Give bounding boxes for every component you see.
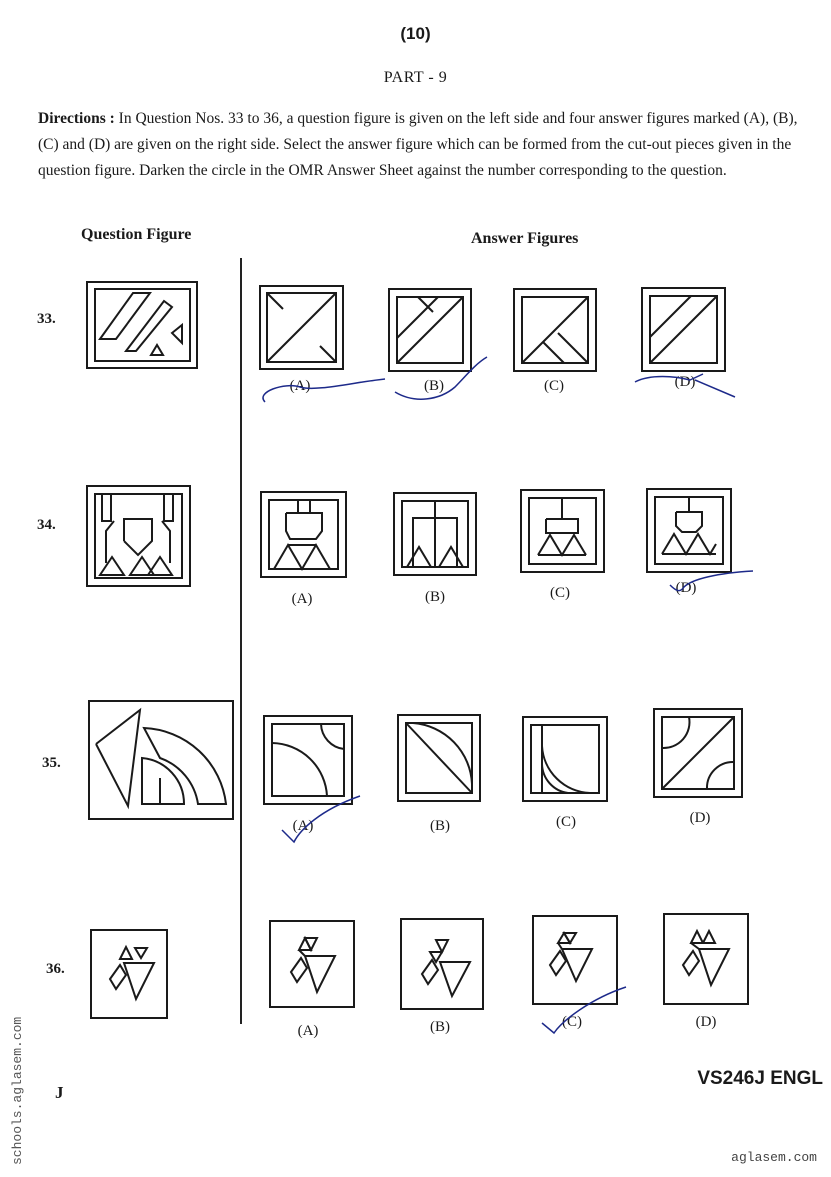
answer-figure-34-b: [393, 492, 477, 576]
answer-figure-34-c: [520, 489, 605, 573]
pen-mark-34: [668, 565, 758, 605]
option-label-36-a: (A): [297, 1023, 319, 1039]
option-label-35-a: (A): [292, 818, 314, 834]
pen-mark-33: [255, 352, 735, 412]
part-title: PART - 9: [383, 69, 448, 86]
answer-figure-34-d: [646, 488, 732, 573]
answer-figure-36-d: [663, 913, 749, 1005]
answer-figure-35-b: [397, 714, 481, 802]
question-figure-35: [88, 700, 234, 820]
option-label-34-d: (D): [675, 580, 697, 596]
question-figure-36: [90, 929, 168, 1019]
directions: [38, 106, 806, 184]
site-watermark: aglasem.com: [731, 1150, 817, 1165]
answer-figure-34-a: [260, 491, 347, 578]
question-figure-header: Question Figure: [81, 226, 192, 243]
option-label-33-d: (D): [674, 374, 696, 390]
pen-mark-35: [280, 790, 370, 850]
answer-figure-36-a: [269, 920, 355, 1008]
option-label-34-b: (B): [425, 589, 445, 605]
answer-figure-35-d: [653, 708, 743, 798]
option-label-36-d: (D): [695, 1014, 717, 1030]
directions-label: Directions :: [38, 110, 115, 127]
option-label-35-d: (D): [689, 810, 711, 826]
option-label-33-a: (A): [289, 378, 311, 394]
option-label-35-c: (C): [556, 814, 576, 830]
directions-text: In Question Nos. 33 to 36, a question figure is given on the left side and four answer figures marked (A), (B), (C) and (D) are given on the right side. Select the answer figure which can be formed from the cut-out pieces given in the question figure. Darken the circle in the OMR Answer Sheet against the number corresponding to the question.: [38, 110, 798, 179]
option-label-36-c: (C): [562, 1014, 582, 1030]
option-label-36-b: (B): [430, 1019, 450, 1035]
question-figure-34: [86, 485, 191, 587]
column-divider: [240, 258, 242, 1024]
option-label-35-b: (B): [430, 818, 450, 834]
page-number: (10): [400, 24, 431, 43]
answer-figures-header: Answer Figures: [471, 230, 579, 247]
option-label-34-a: (A): [291, 591, 313, 607]
side-watermark: schools.aglasem.com: [10, 1016, 25, 1165]
question-number-34: 34.: [37, 517, 56, 533]
series-letter: J: [55, 1083, 64, 1102]
answer-figure-35-c: [522, 716, 608, 802]
pen-mark-36: [540, 985, 630, 1040]
question-figure-33: [86, 281, 198, 369]
question-number-36: 36.: [46, 961, 65, 977]
option-label-33-b: (B): [424, 378, 444, 394]
answer-figure-36-b: [400, 918, 484, 1010]
option-label-33-c: (C): [544, 378, 564, 394]
question-number-35: 35.: [42, 755, 61, 771]
question-number-33: 33.: [37, 311, 56, 327]
booklet-code: VS246J ENGL: [697, 1068, 823, 1089]
option-label-34-c: (C): [550, 585, 570, 601]
